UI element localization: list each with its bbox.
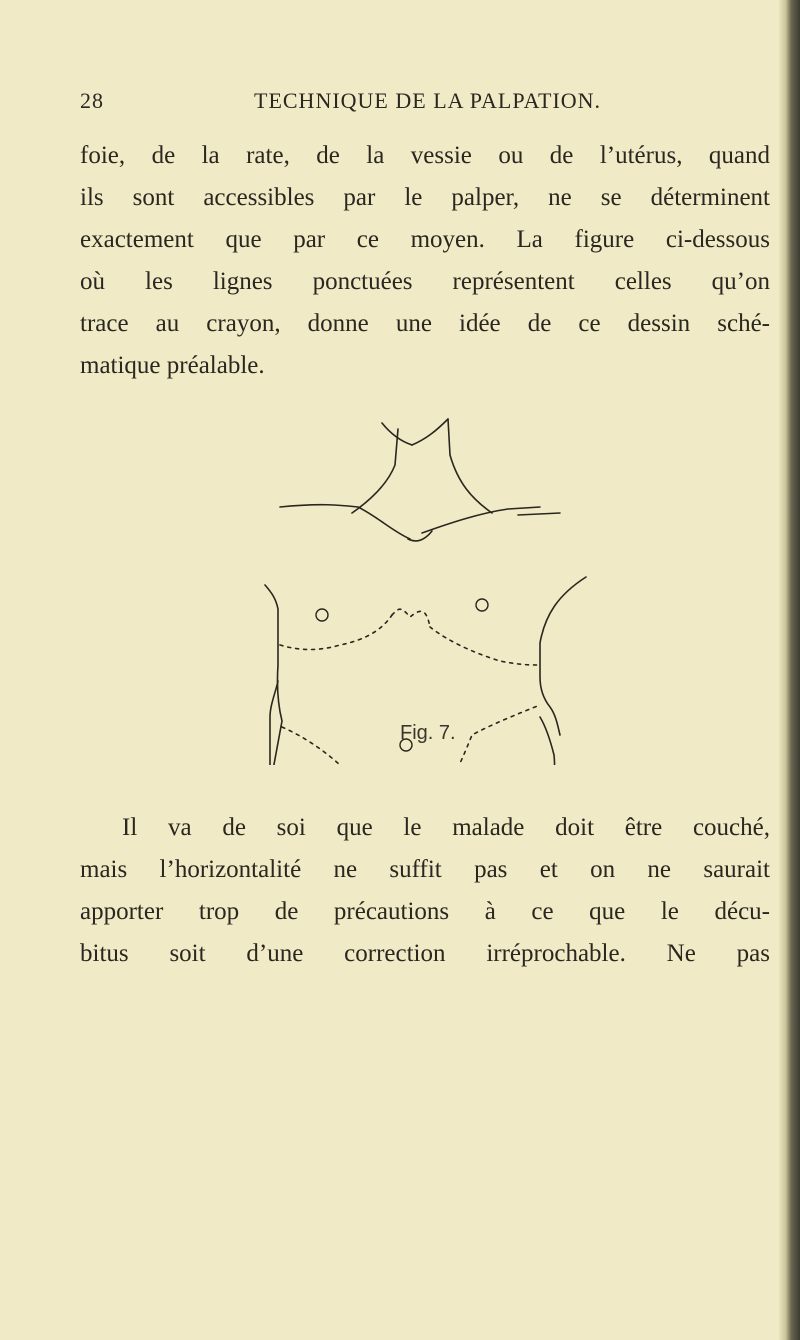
figure-nipple-left — [316, 609, 328, 621]
figure-dotted-lower-left — [282, 727, 352, 765]
anatomical-figure — [240, 395, 600, 765]
figure-costal-right — [422, 507, 560, 533]
text-line: mais l’horizontalité ne suffit pas et on ne saurait — [80, 856, 770, 883]
figure-xiphoid-right — [448, 419, 492, 513]
figure-caption: Fig. 7. — [400, 722, 456, 744]
figure-trunk-left — [265, 585, 282, 765]
text-line: où les lignes ponctuées représentent celles qu’on — [80, 268, 770, 295]
figure-arc-bottom — [408, 531, 432, 541]
page-header — [80, 88, 720, 118]
figure-trunk-right — [540, 577, 586, 735]
text-line: exactement que par ce moyen. La figure ci-dessous — [80, 226, 770, 253]
text-line: apporter trop de précautions à ce que le décu- — [80, 898, 770, 925]
paragraph-1 — [80, 135, 770, 387]
figure-nipple-right — [476, 599, 488, 611]
text-line: foie, de la rate, de la vessie ou de l’utérus, quand — [80, 142, 770, 169]
figure-dotted-upper-left — [280, 615, 392, 650]
text-line: bitus soit d’une correction irréprochable. Ne pas — [80, 940, 770, 967]
paragraph-2 — [80, 807, 770, 975]
text-line: matique préalable. — [80, 352, 265, 379]
figure-dotted-lower-right — [450, 705, 540, 765]
running-title: TECHNIQUE DE LA PALPATION. — [254, 88, 602, 113]
text-line: Il va de soi que le malade doit être couché, — [122, 814, 770, 841]
figure-costal-left — [280, 505, 410, 539]
page-edge-shadow — [778, 0, 800, 1340]
figure-trunk-right-lower — [540, 717, 555, 765]
figure-sternum-right — [412, 419, 448, 445]
page-number: 28 — [80, 88, 104, 113]
text-line: trace au crayon, donne une idée de ce dessin sché- — [80, 310, 770, 337]
figure-xiphoid-left — [352, 429, 398, 513]
figure-dotted-upper-right — [430, 627, 540, 665]
figure-dotted-upper-mid — [392, 609, 430, 627]
text-line: ils sont accessibles par le palper, ne se déterminent — [80, 184, 770, 211]
